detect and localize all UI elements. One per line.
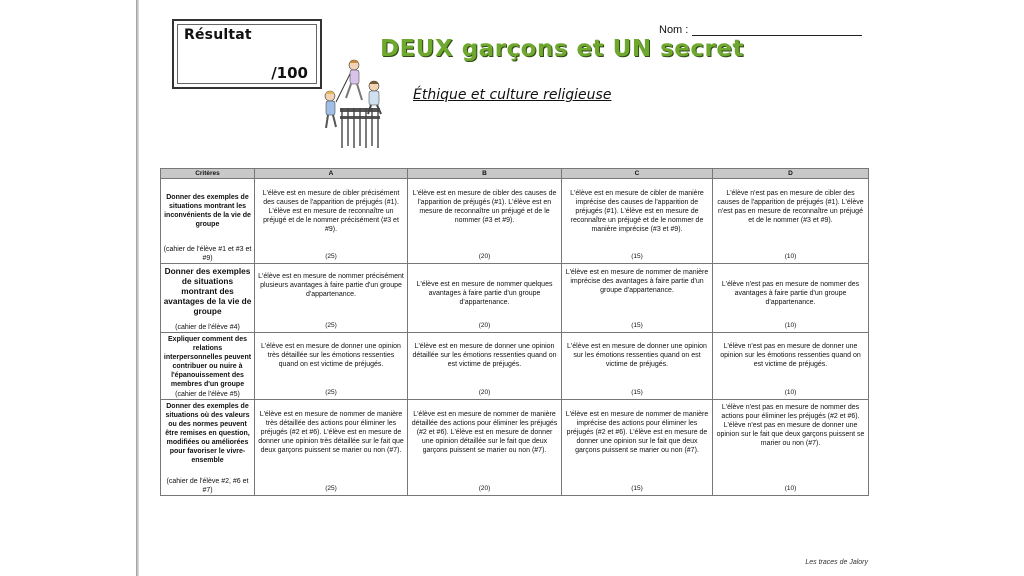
criterion-cell	[161, 333, 255, 400]
criterion-reference: (cahier de l'élève #2, #6 et #7)	[166, 478, 249, 494]
cell-text: L'élève est en mesure de nommer de manière imprécise des actions pour éliminer les préjugés (#2 et #6). L'élève est en mesure de donner une opinion sur le fait que deux garçons puissent se marier ou non (#7).	[565, 411, 709, 454]
name-input-line[interactable]	[692, 25, 862, 36]
column-header: Critères	[161, 169, 255, 179]
rubric-cell	[713, 264, 869, 333]
rubric-cell	[408, 264, 562, 333]
rubric-cell	[255, 333, 408, 400]
rubric-row	[161, 179, 869, 264]
criterion-text: Expliquer comment des relations interpersonnelles peuvent contribuer ou nuire à l'épanouissement des membres d'un groupe	[163, 336, 252, 388]
rubric-cell	[255, 264, 408, 333]
rubric-cell	[255, 179, 408, 264]
cell-points: (15)	[631, 485, 643, 492]
cell-points: (20)	[478, 389, 491, 396]
criterion-text: Donner des exemples de situations montrant des avantages de la vie de groupe	[163, 266, 252, 316]
rubric-cell	[562, 400, 713, 496]
cell-points: (10)	[784, 389, 797, 396]
cell-text: L'élève est en mesure de nommer précisément plusieurs avantages à faire partie d'un groupe d'appartenance.	[258, 273, 404, 298]
cell-points: (25)	[325, 485, 337, 492]
score-max: /100	[271, 64, 308, 82]
cell-text: L'élève est en mesure de nommer de manière imprécise des avantages à faire partie d'un groupe d'appartenance.	[565, 269, 709, 294]
cell-text: L'élève est en mesure de donner une opinion très détaillée sur les émotions ressenties quand on est victime de préjugés.	[261, 343, 401, 368]
column-header: D	[713, 169, 869, 179]
rubric-cell	[713, 400, 869, 496]
cell-points: (20)	[478, 322, 491, 329]
cell-text: L'élève est en mesure de donner une opinion détaillée sur les émotions ressenties quand on est victime de préjugés.	[412, 343, 557, 368]
page-subtitle: Éthique et culture religieuse	[413, 87, 612, 103]
cell-text: L'élève est en mesure de cibler des causes de l'apparition de préjugés (#1). L'élève est en mesure de reconnaître un préjugé et de le nommer (#3 et #9).	[412, 190, 557, 224]
cell-text: L'élève est en mesure de nommer de manière détaillée des actions pour éliminer les préjugés (#2 et #6). L'élève est en mesure de donner une opinion détaillée sur le fait que deux garçons puissent se marier ou non (#7).	[411, 411, 558, 454]
rubric-row	[161, 333, 869, 400]
cell-points: (10)	[784, 485, 797, 492]
criterion-text: Donner des exemples de situations montrant les inconvénients de la vie de groupe	[164, 194, 251, 228]
cell-points: (20)	[478, 485, 491, 492]
score-label: Résultat	[184, 27, 252, 43]
page-edge	[136, 0, 139, 576]
rubric-cell	[255, 400, 408, 496]
rubric-cell	[408, 333, 562, 400]
cell-text: L'élève n'est pas en mesure de nommer des avantages à faire partie d'un groupe d'appartenance.	[721, 281, 860, 306]
criterion-cell	[161, 264, 255, 333]
cell-points: (10)	[784, 253, 797, 260]
criterion-reference: (cahier de l'élève #5)	[175, 391, 240, 398]
cell-points: (25)	[325, 253, 337, 260]
rubric-cell	[713, 333, 869, 400]
rubric-cell	[562, 264, 713, 333]
cell-text: L'élève est en mesure de donner une opinion sur les émotions ressenties quand on est victime de préjugés.	[567, 343, 707, 368]
rubric-row	[161, 264, 869, 333]
cell-points: (25)	[325, 389, 337, 396]
rubric-cell	[562, 179, 713, 264]
rubric-row	[161, 400, 869, 496]
cell-text: L'élève est en mesure de cibler précisément des causes de l'apparition de préjugés (#1). L'élève est en mesure de reconnaître un préjugé et de le nommer précisément (#3 et #9).	[262, 190, 400, 233]
column-header: B	[408, 169, 562, 179]
cell-text: L'élève n'est pas en mesure de cibler des causes de l'apparition de préjugés (#1). L'élève n'est pas en mesure de reconnaître un préjugé et de le nommer (#3 et #9).	[717, 190, 864, 224]
column-header: A	[255, 169, 408, 179]
cell-points: (20)	[478, 253, 491, 260]
rubric-cell	[408, 179, 562, 264]
cell-points: (25)	[325, 322, 337, 329]
criterion-cell	[161, 400, 255, 496]
cell-text: L'élève est en mesure de nommer quelques avantages à faire partie d'un groupe d'appartenance.	[416, 281, 553, 306]
cell-points: (15)	[631, 389, 643, 396]
cell-text: L'élève est en mesure de cibler de manière imprécise des causes de l'apparition de préjugés (#1). L'élève est en mesure de reconnaître un préjugé et de le nommer de manière imprécise (#3 et #9).	[570, 190, 704, 233]
name-label: Nom :	[659, 24, 689, 36]
rubric-header-row	[161, 169, 869, 179]
children-illustration	[318, 56, 390, 152]
name-field	[659, 24, 862, 36]
cell-text: L'élève n'est pas en mesure de nommer des actions pour éliminer les préjugés (#2 et #6). L'élève n'est pas en mesure de donner une opinion sur le fait que deux garçons puissent se marier ou non (#7).	[716, 404, 865, 447]
criterion-reference: (cahier de l'élève #1 et #3 et #9)	[163, 246, 252, 262]
criterion-cell	[161, 179, 255, 264]
criterion-reference: (cahier de l'élève #4)	[175, 324, 240, 331]
cell-points: (15)	[631, 253, 643, 260]
column-header: C	[562, 169, 713, 179]
rubric-cell	[713, 179, 869, 264]
cell-points: (15)	[631, 322, 643, 329]
cell-points: (10)	[784, 322, 797, 329]
rubric-cell	[408, 400, 562, 496]
page-title: DEUX garçons et UN secret	[380, 36, 744, 62]
score-box	[172, 19, 322, 89]
footer-credit: Les traces de Jalory	[805, 559, 868, 566]
cell-text: L'élève n'est pas en mesure de donner une opinion sur les émotions ressenties quand on est victime de préjugés.	[720, 343, 861, 368]
rubric-cell	[562, 333, 713, 400]
cell-text: L'élève est en mesure de nommer de manière très détaillée des actions pour éliminer les préjugés (#2 et #6). L'élève est en mesure de donner une opinion très détaillée sur le fait que deux garçons puissent se marier ou non (#7).	[258, 411, 404, 454]
criterion-text: Donner des exemples de situations où des valeurs ou des normes peuvent être remises en question, modifiées ou améliorées pour favoriser le vivre-ensemble	[165, 403, 250, 464]
rubric-table	[160, 168, 869, 496]
